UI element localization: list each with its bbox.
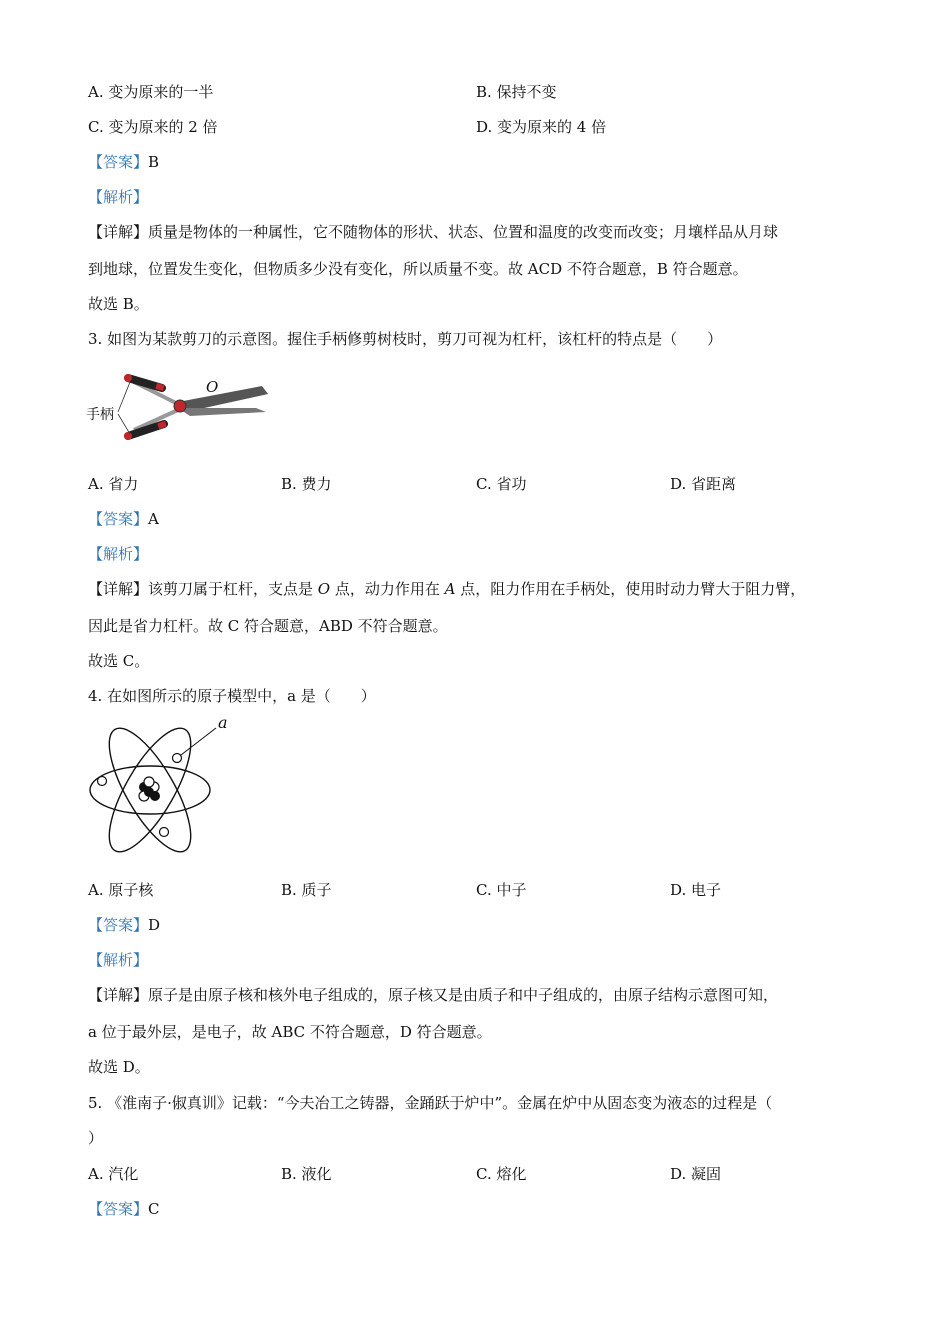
label-leader [181, 728, 216, 755]
analysis-tag: 【解析】 [88, 951, 149, 969]
answer-tag: 【答案】 [88, 153, 149, 171]
pivot-o [174, 400, 186, 412]
detail-tag: 【详解】 [88, 986, 149, 1004]
q4-option-b: B. 质子 [281, 881, 332, 899]
nucleon [144, 787, 154, 797]
q2-detail-line-1 [88, 222, 778, 242]
q4-option-a: A. 原子核 [88, 881, 154, 899]
q5-stem-line-1: 5. 《淮南子·俶真训》记载：“今夫冶工之铸器，金踊跃于炉中”。金属在炉中从固态变为液态的过程是（ [88, 1094, 773, 1112]
electron [160, 828, 169, 837]
detail-text: 质量是物体的一种属性，它不随物体的形状、状态、位置和温度的改变而改变；月壤样品从月球 [148, 223, 779, 241]
q3-option-b: B. 费力 [281, 475, 332, 493]
var-o: O [317, 580, 331, 598]
detail-text: 点，动力作用在 [330, 580, 445, 598]
detail-tag: 【详解】 [88, 580, 149, 598]
answer-tag: 【答案】 [88, 1200, 149, 1218]
q4-detail-line-1 [88, 985, 778, 1005]
grip-cap-lower [124, 432, 132, 440]
handle-label: 手柄 [86, 407, 114, 423]
q3-option-d: D. 省距离 [670, 475, 737, 493]
grip-cap-upper [124, 374, 132, 382]
q2-answer [88, 152, 159, 172]
q3-option-c: C. 省功 [476, 475, 527, 493]
q4-answer [88, 915, 160, 935]
q3-analysis [88, 544, 148, 564]
q4-stem: 4. 在如图所示的原子模型中，a 是（ ） [88, 687, 376, 705]
q5-option-b: B. 液化 [281, 1165, 332, 1183]
q3-detail-line-1 [88, 579, 805, 599]
q2-detail-line-2: 到地球，位置发生变化，但物质多少没有变化，所以质量不变。故 ACD 不符合题意，B 符合题意。 [88, 260, 748, 278]
analysis-tag: 【解析】 [88, 188, 149, 206]
q2-option-a: A. 变为原来的一半 [88, 83, 214, 101]
scissors-blade-lower [178, 408, 266, 416]
handle-leader-upper [118, 382, 130, 412]
electron [98, 777, 107, 786]
atom-figure [84, 712, 244, 864]
q3-detail-line-2: 因此是省力杠杆。故 C 符合题意，ABD 不符合题意。 [88, 617, 448, 635]
q5-stem-line-2: ） [88, 1129, 104, 1147]
answer-tag: 【答案】 [88, 510, 149, 528]
detail-text: 该剪刀属于杠杆，支点是 [148, 580, 318, 598]
q2-option-b: B. 保持不变 [476, 83, 557, 101]
q2-option-d: D. 变为原来的 4 倍 [476, 118, 607, 136]
q3-answer [88, 509, 159, 529]
analysis-tag: 【解析】 [88, 545, 149, 563]
q3-stem: 3. 如图为某款剪刀的示意图。握住手柄修剪树枝时，剪刀可视为杠杆，该杠杆的特点是（ ） [88, 330, 723, 348]
scissors-figure [86, 368, 270, 448]
var-a: A [444, 580, 456, 598]
nucleus [139, 777, 160, 801]
detail-tag: 【详解】 [88, 223, 149, 241]
q2-conclusion: 故选 B。 [88, 295, 149, 313]
q4-option-d: D. 电子 [670, 881, 722, 899]
answer-value: C [148, 1200, 160, 1218]
detail-text: 点，阻力作用在手柄处，使用时动力臂大于阻力臂， [455, 580, 806, 598]
answer-value: D [148, 916, 161, 934]
q5-answer [88, 1199, 160, 1219]
detail-text: 原子是由原子核和核外电子组成的，原子核又是由质子和中子组成的，由原子结构示意图可知， [148, 986, 779, 1004]
q3-conclusion: 故选 C。 [88, 652, 150, 670]
q4-option-c: C. 中子 [476, 881, 527, 899]
q4-detail-line-2: a 位于最外层，是电子，故 ABC 不符合题意，D 符合题意。 [88, 1023, 492, 1041]
answer-value: A [148, 510, 159, 528]
q4-analysis [88, 950, 148, 970]
pivot-label: O [206, 378, 219, 396]
answer-value: B [148, 153, 160, 171]
electron-a [173, 754, 182, 763]
nucleon [144, 777, 154, 787]
q5-option-d: D. 凝固 [670, 1165, 722, 1183]
q4-conclusion: 故选 D。 [88, 1058, 150, 1076]
q2-analysis [88, 187, 148, 207]
q5-option-c: C. 熔化 [476, 1165, 527, 1183]
answer-tag: 【答案】 [88, 916, 149, 934]
q2-option-c: C. 变为原来的 2 倍 [88, 118, 218, 136]
electron-label: a [218, 713, 228, 732]
q3-option-a: A. 省力 [88, 475, 139, 493]
q5-option-a: A. 汽化 [88, 1165, 139, 1183]
handle-leader-lower [118, 414, 130, 434]
